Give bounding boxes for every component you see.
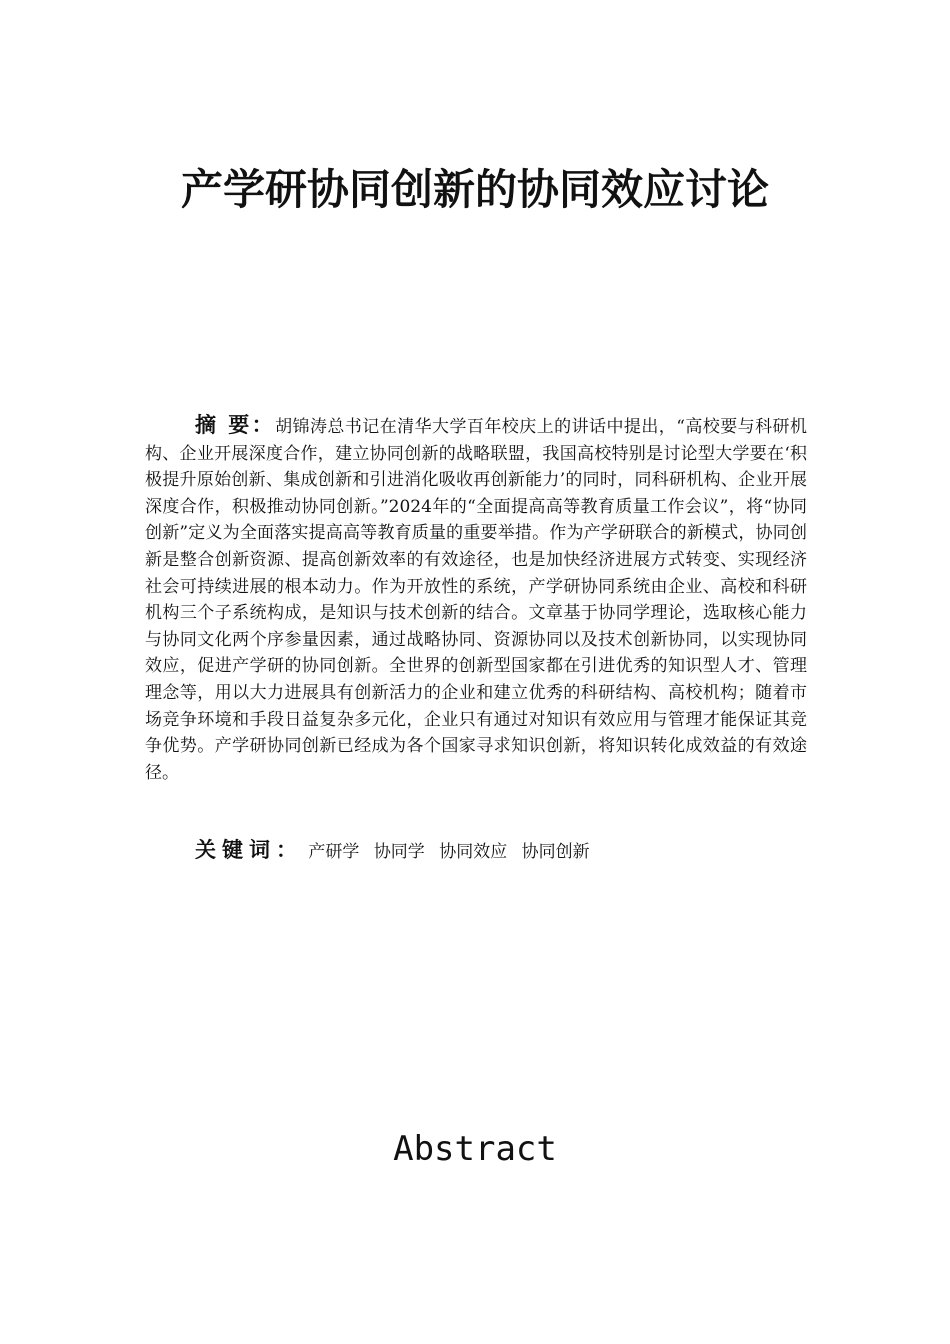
keyword-item: 产研学 [308,842,360,862]
keywords-section [195,832,599,870]
abstract-text: 胡锦涛总书记在清华大学百年校庆上的讲话中提出，“高校要与科研机构、企业开展深度合作，建立协同创新的战略联盟，我国高校特别是讨论型大学要在‘积极提升原始创新、集成创新和引进消化吸收再创新能力’的同时，同科研机构、企业开展深度合作，积极推动协同创新。”2024年的“全面提高高等教育质量工作会议”，将“协同创新”定义为全面落实提高高等教育质量的重要举措。作为产学研联合的新模式，协同创新是整合创新资源、提高创新效率的有效途径，也是加快经济进展方式转变、实现经济社会可持续进展的根本动力。作为开放性的系统，产学研协同系统由企业、高校和科研机构三个子系统构成，是知识与技术创新的结合。文章基于协同学理论，选取核心能力与协同文化两个序参量因素，通过战略协同、资源协同以及技术创新协同，以实现协同效应，促进产学研的协同创新。全世界的创新型国家都在引进优秀的知识型人才、管理理念等，用以大力进展具有创新活力的企业和建立优秀的科研结构、高校机构；随着市场竞争环境和手段日益复杂多元化，企业只有通过对知识有效应用与管理才能保证其竞争优势。产学研协同创新已经成为各个国家寻求知识创新，将知识转化成效益的有效途径。 [145,417,807,783]
paper-title: 产学研协同创新的协同效应讨论 [180,165,769,214]
english-abstract-heading: Abstract [393,1129,557,1169]
abstract-section [145,412,807,786]
keyword-item: 协同创新 [521,842,590,862]
keyword-item: 协同效应 [439,842,508,862]
keyword-item: 协同学 [373,842,425,862]
abstract-label: 摘 要： [195,413,276,437]
keywords-label: 关键词： [195,838,303,862]
